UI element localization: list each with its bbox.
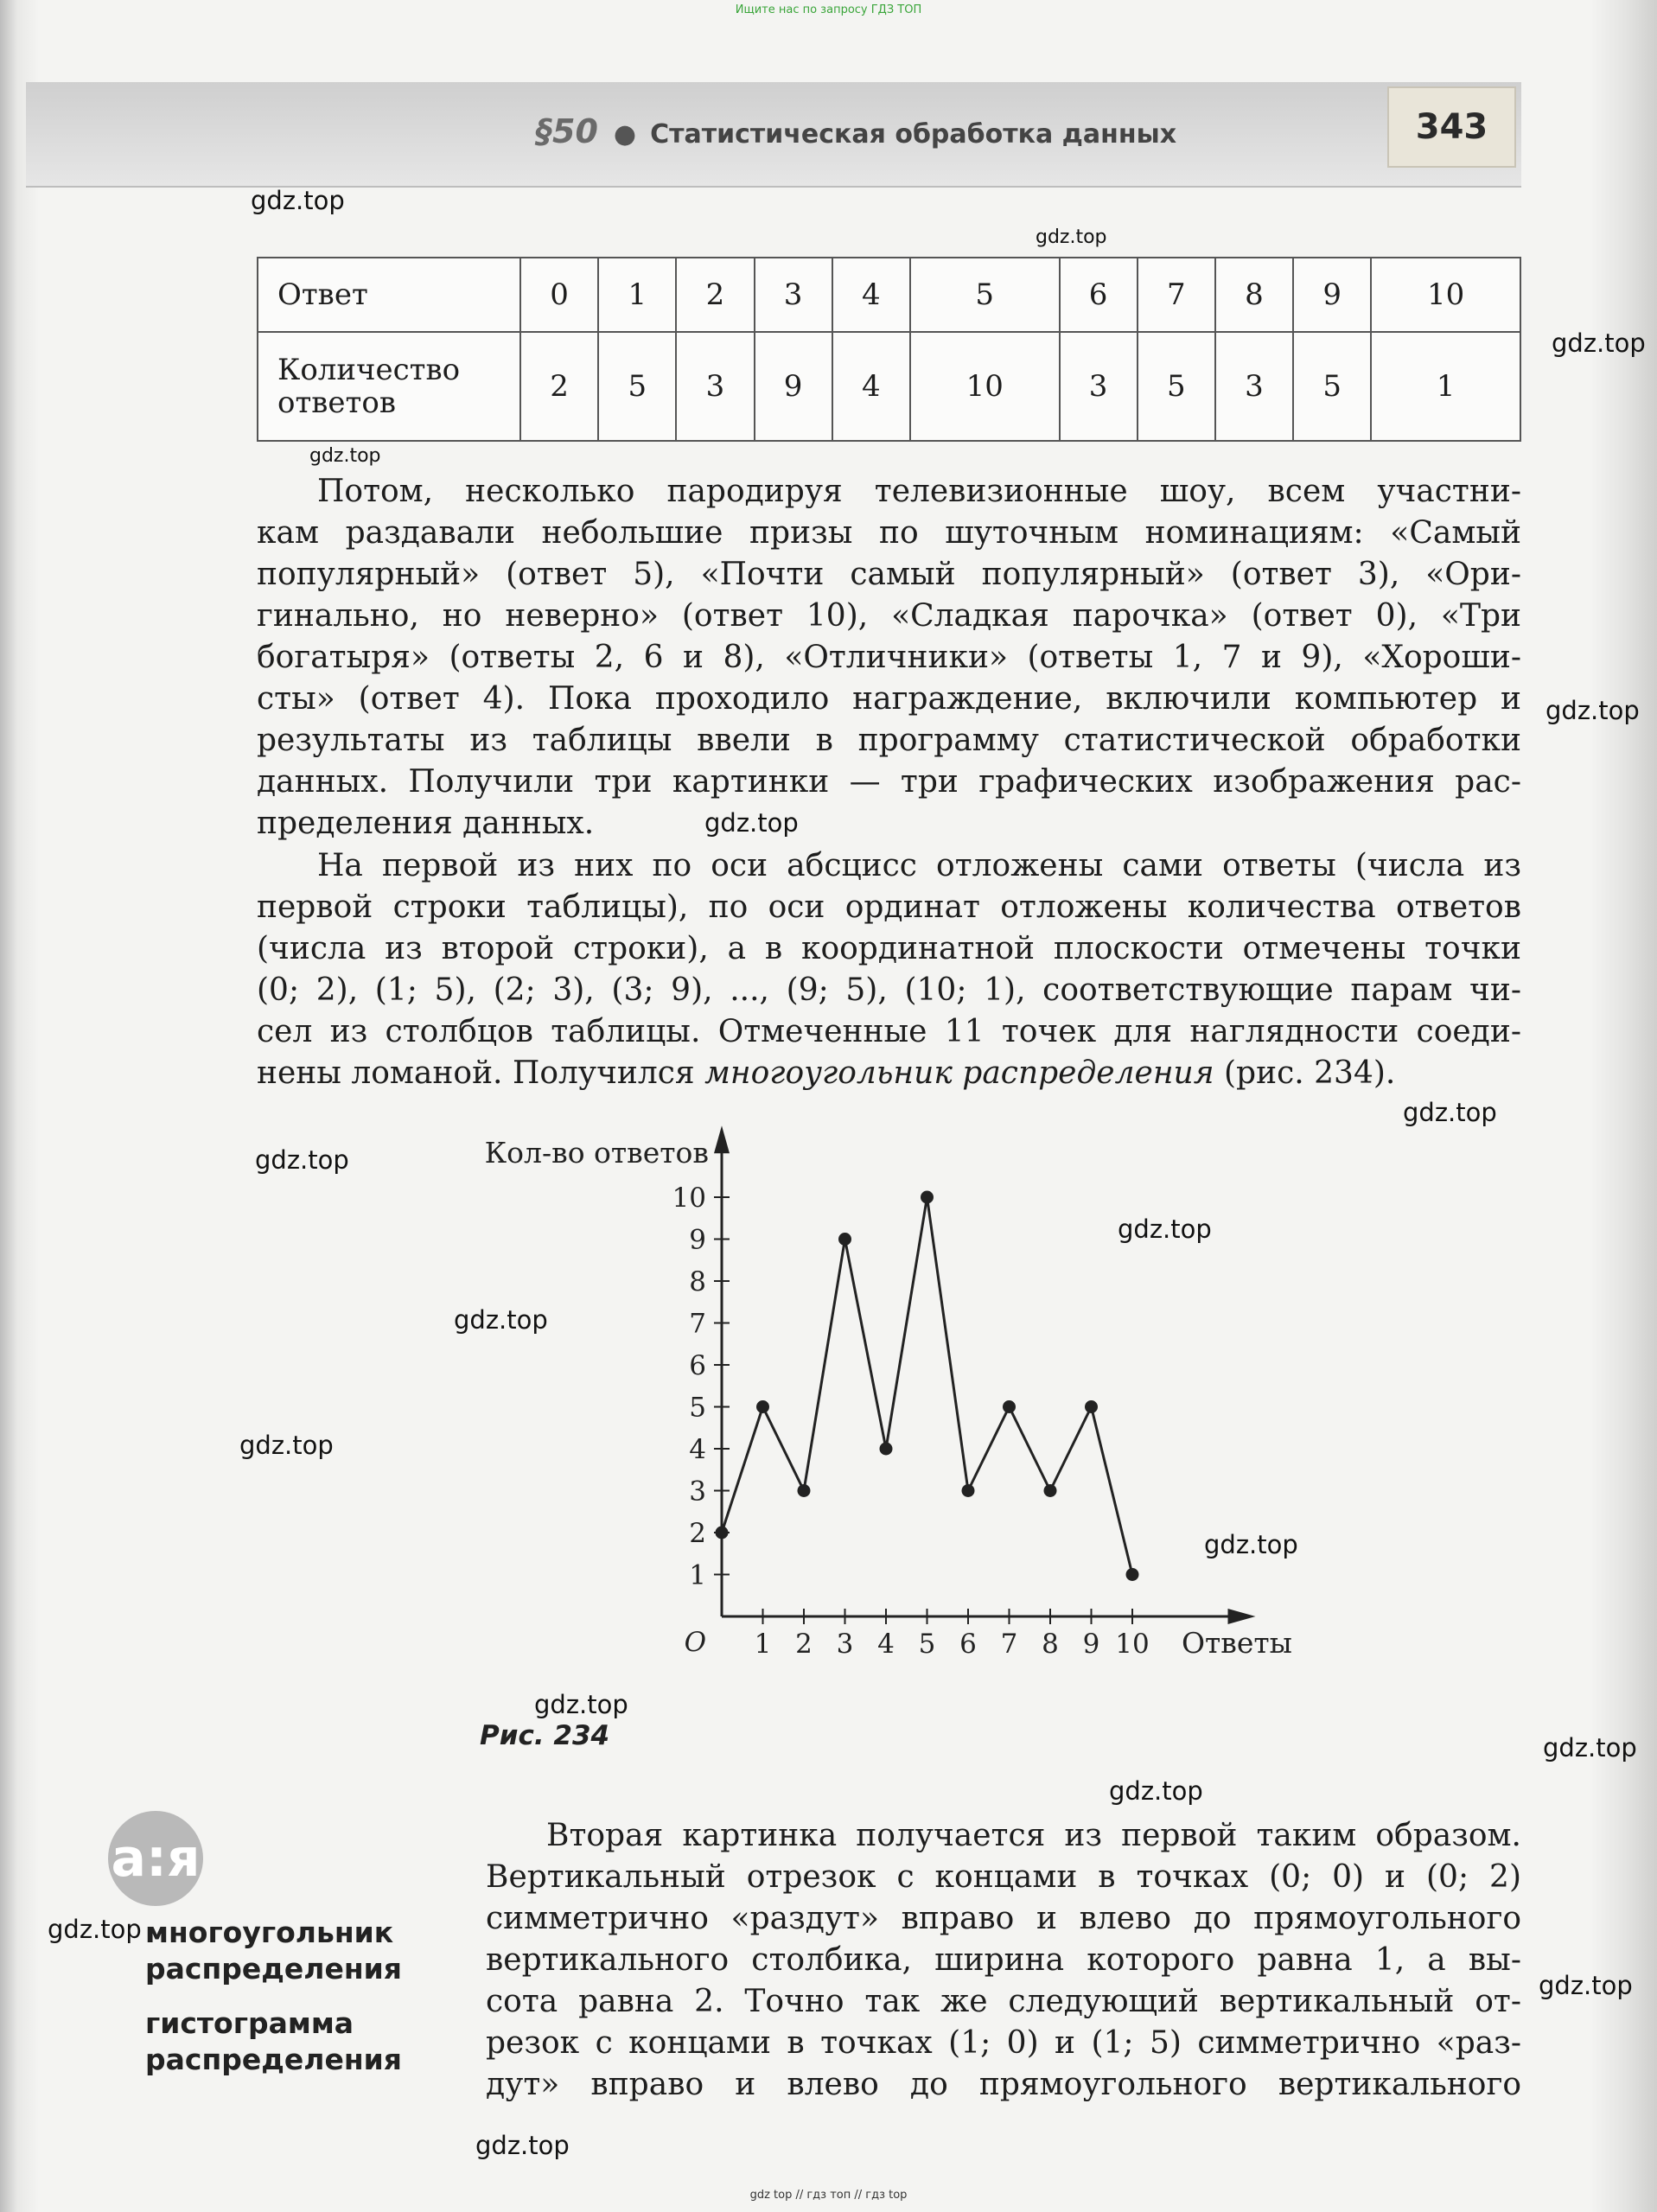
figure-caption: Рис. 234 <box>480 1720 610 1751</box>
data-point <box>756 1400 769 1413</box>
table-cell: 1 <box>1371 332 1520 441</box>
data-point <box>1003 1400 1016 1413</box>
text-line: резок с концами в точках (1; 0) и (1; 5) симметрично «раз- <box>486 2025 1521 2061</box>
watermark: gdz.top <box>704 808 799 838</box>
text-line: Вертикальный отрезок с концами в точках (0; 0) и (0; 2) <box>486 1859 1521 1895</box>
table-row-counts <box>258 332 1520 441</box>
text-line: кам раздавали небольшие призы по шуточным номинациям: «Самый <box>257 515 1521 551</box>
term-line: распределения <box>145 2043 402 2076</box>
answers-table <box>257 257 1521 442</box>
term-italic: многоугольник распределения <box>704 1055 1214 1091</box>
term-line: гистограмма <box>145 2006 354 2040</box>
watermark: gdz.top <box>534 1690 628 1719</box>
text-line: богатыря» (ответы 2, 6 и 8), «Отличники» (ответы 1, 7 и 9), «Хороши- <box>257 640 1521 675</box>
series-line <box>722 1197 1132 1575</box>
section-title: Статистическая обработка данных <box>650 119 1177 150</box>
y-tick-label: 10 <box>672 1182 706 1214</box>
x-tick-label: 4 <box>877 1629 895 1660</box>
term-line: многоугольник <box>145 1916 394 1949</box>
table-cell: 5 <box>1138 332 1215 441</box>
x-tick-label: 10 <box>1115 1629 1150 1660</box>
text-line: Потом, несколько пародируя телевизионные шоу, всем участни- <box>317 474 1521 509</box>
y-axis-arrow <box>714 1125 730 1153</box>
paragraph-histogram <box>486 1815 1521 2106</box>
data-point <box>1126 1568 1139 1581</box>
bottom-note: gdz top // гдз топ // гдз top <box>749 2189 908 2202</box>
table-row-label <box>258 332 520 441</box>
text-line: На первой из них по оси абсцисс отложены сами ответы (числа из <box>317 848 1521 883</box>
top-note: Ищите нас по запросу ГДЗ ТОП <box>735 3 922 16</box>
table-cell: 5 <box>598 332 676 441</box>
data-point <box>880 1443 893 1456</box>
table-cell: 9 <box>1293 258 1371 332</box>
table-cell: 0 <box>520 258 598 332</box>
x-tick-label: 9 <box>1082 1629 1100 1660</box>
data-point <box>962 1484 975 1497</box>
table-cell: 3 <box>1215 332 1293 441</box>
x-tick-label: 5 <box>918 1629 936 1660</box>
y-tick-label: 2 <box>689 1518 706 1549</box>
data-point <box>716 1527 729 1539</box>
x-tick-label: 3 <box>836 1629 854 1660</box>
text-line: сота равна 2. Точно так же следующий вертикальный от- <box>486 1984 1521 2019</box>
table-cell: 2 <box>520 332 598 441</box>
paragraph-polygon <box>257 845 1521 1094</box>
table-cell: 3 <box>1060 332 1138 441</box>
text-segment: (рис. 234). <box>1214 1055 1396 1091</box>
data-point <box>1085 1400 1098 1413</box>
text-line: дут» вправо и влево до прямоугольного вертикального <box>486 2067 1521 2102</box>
data-point <box>838 1233 851 1246</box>
table-cell: 8 <box>1215 258 1293 332</box>
watermark: gdz.top <box>1543 1733 1637 1763</box>
watermark: gdz.top <box>1403 1098 1497 1127</box>
watermark: gdz.top <box>48 1915 142 1944</box>
watermark: gdz.top <box>1545 696 1640 725</box>
y-tick-label: 8 <box>689 1266 706 1297</box>
text-line: сты» (ответ 4). Пока проходило награждение, включили компьютер и <box>257 681 1521 717</box>
page-number: 343 <box>1387 86 1516 168</box>
text-line: (0; 2), (1; 5), (2; 3), (3; 9), ..., (9; 5), (10; 1), соответствующие парам чи- <box>257 972 1521 1008</box>
distribution-polygon-chart <box>424 1124 1310 1677</box>
x-tick-label: 7 <box>1000 1629 1018 1660</box>
x-tick-label: 8 <box>1042 1629 1059 1660</box>
watermark: gdz.top <box>1552 328 1646 358</box>
table-cell: 10 <box>910 332 1060 441</box>
glossary-term-histogram <box>145 2005 402 2078</box>
term-line: распределения <box>145 1952 402 1986</box>
text-line: данных. Получили три картинки — три графических изображения рас- <box>257 764 1521 800</box>
text-line: (числа из второй строки), а в координатной плоскости отмечены точки <box>257 931 1521 966</box>
y-axis-title: Кол-во ответов <box>484 1136 709 1170</box>
section-number: §50 <box>536 112 598 150</box>
table-cell: 5 <box>1293 332 1371 441</box>
text-line <box>257 1053 1521 1094</box>
text-line: результаты из таблицы ввели в программу статистической обработки <box>257 723 1521 758</box>
data-point <box>921 1191 934 1204</box>
text-line: вертикального столбика, ширина которого равна 1, а вы- <box>486 1942 1521 1978</box>
x-tick-label: 2 <box>795 1629 813 1660</box>
watermark: gdz.top <box>1109 1776 1203 1806</box>
glossary-term-polygon <box>145 1915 402 1987</box>
table-cell: 2 <box>676 258 754 332</box>
watermark: gdz.top <box>309 445 381 467</box>
table-cell: 3 <box>676 332 754 441</box>
x-axis-arrow <box>1228 1609 1256 1624</box>
bullet-icon: ● <box>613 119 637 150</box>
x-tick-label: 1 <box>754 1629 772 1660</box>
data-point <box>798 1484 811 1497</box>
page-header-title <box>536 112 1176 150</box>
glossary-logo-icon: а:я <box>108 1811 203 1906</box>
watermark: gdz.top <box>1539 1971 1633 2000</box>
table-row-answers <box>258 258 1520 332</box>
text-line: сел из столбцов таблицы. Отмеченные 11 точек для наглядности соеди- <box>257 1014 1521 1049</box>
data-point <box>1044 1484 1057 1497</box>
x-tick-label: 6 <box>959 1629 977 1660</box>
table-cell: 3 <box>755 258 832 332</box>
watermark: gdz.top <box>1204 1530 1298 1559</box>
y-tick-label: 3 <box>689 1476 706 1508</box>
y-tick-label: 7 <box>689 1308 706 1340</box>
row-label-line: Количество <box>277 353 461 387</box>
x-axis-title: Ответы <box>1182 1626 1292 1660</box>
table-row-label: Ответ <box>258 258 520 332</box>
text-line: гинально, но неверно» (ответ 10), «Сладкая парочка» (ответ 0), «Три <box>257 598 1521 634</box>
text-line: первой строки таблицы), по оси ординат отложены количества ответов <box>257 889 1521 925</box>
text-line: симметрично «раздут» вправо и влево до прямоугольного <box>486 1901 1521 1936</box>
y-tick-label: 5 <box>689 1392 706 1424</box>
y-tick-label: 4 <box>689 1434 706 1465</box>
table-cell: 10 <box>1371 258 1520 332</box>
text-line: популярный» (ответ 5), «Почти самый популярный» (ответ 3), «Ори- <box>257 557 1521 592</box>
watermark: gdz.top <box>454 1305 548 1335</box>
watermark: gdz.top <box>251 186 345 215</box>
y-tick-label: 1 <box>689 1559 706 1591</box>
y-tick-label: 9 <box>689 1224 706 1256</box>
origin-label: O <box>684 1627 706 1658</box>
watermark: gdz.top <box>1036 226 1107 248</box>
table-cell: 9 <box>755 332 832 441</box>
watermark: gdz.top <box>239 1431 334 1460</box>
watermark: gdz.top <box>1118 1214 1212 1244</box>
text-segment: нены ломаной. Получился <box>257 1055 695 1091</box>
row-label-line: ответов <box>277 386 396 420</box>
watermark: gdz.top <box>475 2131 570 2160</box>
text-line: пределения данных. <box>257 806 595 841</box>
table-cell: 4 <box>832 258 910 332</box>
table-cell: 7 <box>1138 258 1215 332</box>
y-tick-label: 6 <box>689 1350 706 1381</box>
text-line: Вторая картинка получается из первой таким образом. <box>546 1818 1521 1853</box>
paragraph-prizes <box>257 471 1521 845</box>
table-cell: 4 <box>832 332 910 441</box>
table-cell: 5 <box>910 258 1060 332</box>
watermark: gdz.top <box>255 1145 349 1175</box>
table-cell: 1 <box>598 258 676 332</box>
table-cell: 6 <box>1060 258 1138 332</box>
